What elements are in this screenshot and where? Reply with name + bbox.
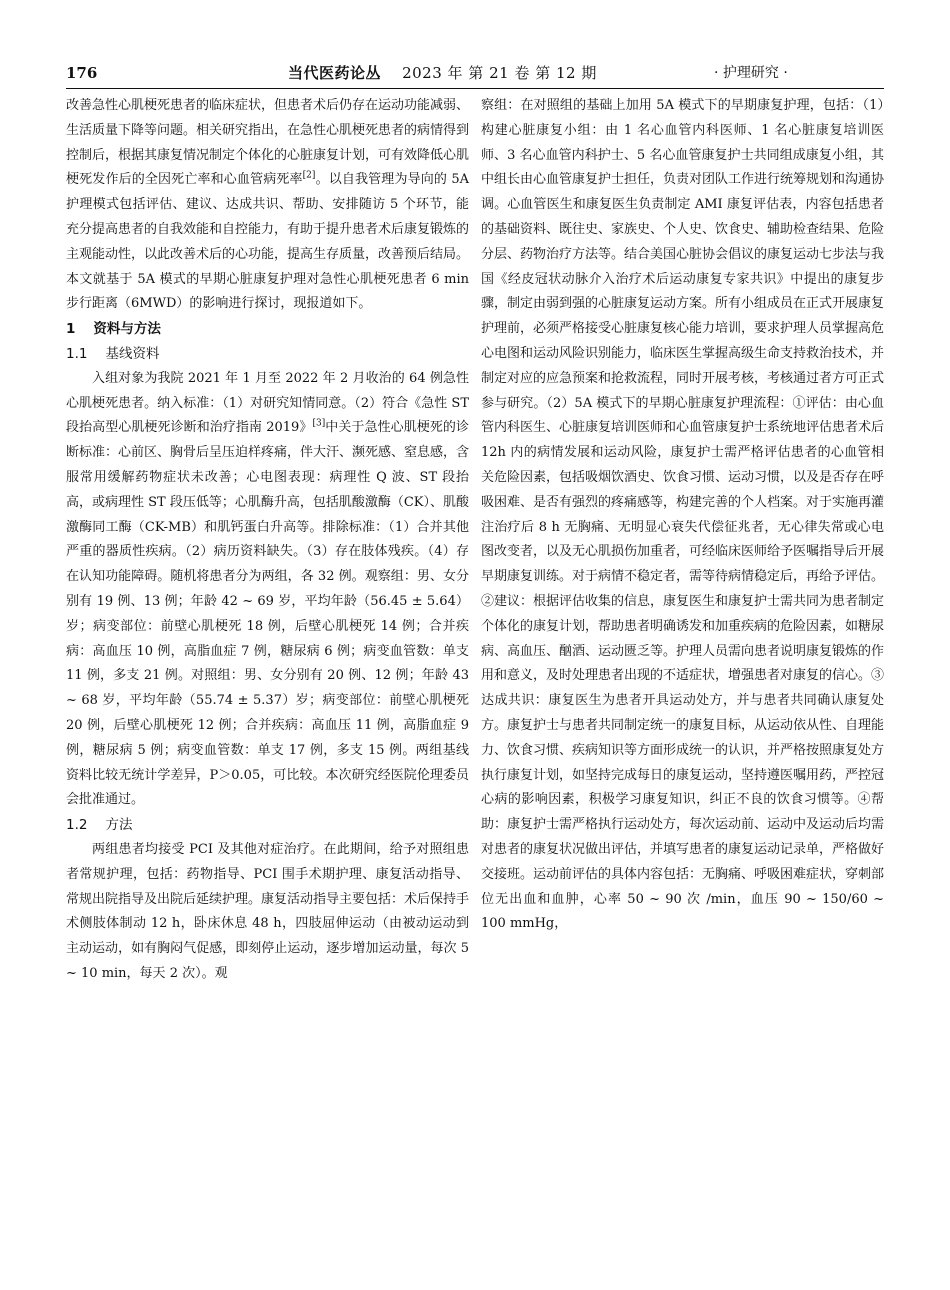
reference-3: [3] [312, 419, 326, 430]
section-title: 资料与方法 [93, 321, 161, 338]
method-paragraph: 两组患者均接受 PCI 及其他对症治疗。在此期间，给予对照组患者常规护理，包括：药物指导、PCI 围手术期护理、康复活动指导、常规出院指导及出院后延续护理。康复活动指导主要包括：术后保持手术侧肢体制动 12 h，卧床休息 48 h，四肢屈伸运动（由被动运动到主动运动，如有胸闷气促感，即刻停止运动，逐步增加运动量，每次 5 ~ 10 min，每天 2 次）。观 [66, 841, 470, 981]
subsection-title: 方法 [105, 817, 133, 834]
baseline-paragraph [66, 367, 469, 813]
section-label: · 护理研究 · [714, 65, 788, 81]
reference-2: [2] [302, 171, 316, 182]
intro-text-end: 。以自我管理为导向的 5A 护理模式包括评估、建议、达成共识、帮助、安排随访 5 个环节，能充分提高患者的自我效能和自控能力，有助于提升患者术后康复锻炼的主观能动性，以此改善术后的心功能，提高生存质量，改善预后结局。本文就基于 5A 模式的早期心脏康复护理对急性心肌梗死患者 6 min 步行距离（6MWD）的影响进行探讨，现报道如下。 [66, 172, 470, 312]
subsection-number: 1.2 [66, 817, 88, 834]
baseline-text: 入组对象为我院 2021 年 1 月至 2022 年 2 月收治的 64 例急性心肌梗死患者。纳入标准：（1）对研究知情同意。（2）符合《急性 ST 段抬高型心肌梗死诊断和治疗指南 2019》 [66, 370, 469, 436]
running-header [66, 60, 884, 89]
section-number: 1 [66, 321, 76, 338]
left-column [66, 94, 469, 987]
subsection-heading-baseline [66, 342, 469, 367]
subsection-title: 基线资料 [105, 345, 160, 362]
subsection-heading-method [66, 813, 469, 838]
section-heading [66, 317, 469, 342]
baseline-text-cont: 中关于急性心肌梗死的诊断标准：心前区、胸骨后呈压迫样疼痛，伴大汗、濒死感、窒息感，含服常用缓解药物症状未改善；心电图表现：病理性 Q 波、ST 段抬高，或病理性 ST 段压低等；心肌酶升高，包括肌酸激酶（CK）、肌酸激酶同工酶（CK-MB）和肌钙蛋白升高等。排除标准：（1）合并其他严重的器质性疾病。（2）病历资料缺失。（3）存在肢体残疾。（4）存在认知功能障碍。随机将患者分为两组，各 32 例。观察组：男、女分别有 19 例、13 例；年龄 42 ~ 69 岁，平均年龄（56.45 ± 5.64）岁；病变部位：前壁心肌梗死 18 例，后壁心肌梗死 14 例；合并疾病：高血压 10 例，高脂血症 7 例，糖尿病 6 例；病变血管数：单支 11 例，多支 21 例。对照组：男、女分别有 20 例、12 例；年龄 43 ~ 68 岁，平均年龄（55.74 ± 5.37）岁；病变部位：前壁心肌梗死 20 例，后壁心肌梗死 12 例；合并疾病：高血压 11 例，高脂血症 9 例，糖尿病 5 例；病变血管数：单支 17 例，多支 15 例。两组基线资料比较无统计学差异，P＞0.05，可比较。本次研究经医院伦理委员会批准通过。 [66, 420, 470, 808]
intro-paragraph [66, 94, 469, 317]
page-number: 176 [66, 64, 98, 82]
intro-text: 改善急性心肌梗死患者的临床症状，但患者术后仍存在运动功能减弱、生活质量下降等问题。相关研究指出，在急性心肌梗死患者的病情得到控制后，根据其康复情况制定个体化的心脏康复计划，可有效降低心肌梗死发作后的全因死亡率和心血管病死率 [66, 98, 470, 188]
subsection-number: 1.1 [66, 345, 88, 362]
journal-info [288, 60, 597, 86]
journal-issue: 2023 年 第 21 卷 第 12 期 [402, 64, 597, 82]
right-column [481, 94, 884, 937]
journal-title: 当代医药论丛 [288, 64, 382, 82]
method-paragraph-cont: 察组：在对照组的基础上加用 5A 模式下的早期康复护理，包括：（1）构建心脏康复小组：由 1 名心血管内科医师、1 名心脏康复培训医师、3 名心血管内科护士、5 名心血管康复护士共同组成康复小组，其中组长由心血管康复护士担任，负责对团队工作进行统筹规划和沟通协调。心血管医生和康复医生负责制定 AMI 康复评估表，内容包括患者的基础资料、既往史、家族史、个人史、饮食史、辅助检查结果、危险分层、药物治疗方法等。结合美国心脏协会倡议的康复运动七步法与我国《经皮冠状动脉介入治疗术后运动康复专家共识》中提出的康复步骤，制定由弱到强的心脏康复运动方案。所有小组成员在正式开展康复护理前，必须严格接受心脏康复核心能力培训，要求护理人员掌握高危心电图和运动风险识别能力，临床医生掌握高级生命支持救治技术，并制定对应的应急预案和抢救流程，同时开展考核，考核通过者方可正式参与研究。（2）5A 模式下的早期心脏康复护理流程：①评估：由心血管内科医生、心脏康复培训医师和心血管康复护士系统地评估患者术后 12h 内的病情发展和运动风险，康复护士需严格评估患者的心血管相关危险因素，包括吸烟饮酒史、饮食习惯、运动习惯，以及是否存在呼吸困难、是否有强烈的疼痛感等，构建完善的个人档案。对于实施再灌注治疗后 8 h 无胸痛、无明显心衰失代偿征兆者，无心律失常或心电图改变者，以及无心肌损伤加重者，可经临床医师给予医嘱指导后开展早期康复训练。对于病情不稳定者，需等待病情稳定后，再给予评估。②建议：根据评估收集的信息，康复医生和康复护士需共同为患者制定个体化的康复计划，帮助患者明确诱发和加重疾病的危险因素，如糖尿病、高血压、酗酒、运动匮乏等。护理人员需向患者说明康复锻炼的作用和意义，及时处理患者出现的不适症状，增强患者对康复的信心。③达成共识：康复医生为患者开具运动处方，并与患者共同确认康复处方。康复护士与患者共同制定统一的康复目标，从运动依从性、自理能力、饮食习惯、疾病知识等方面形成统一的认识，并严格按照康复处方执行康复计划，如坚持完成每日的康复运动，坚持遵医嘱用药，严控冠心病的影响因素，积极学习康复知识，纠正不良的饮食习惯等。④帮助：康复护士需严格执行运动处方，每次运动前、运动中及运动后均需对患者的康复状况做出评估，并填写患者的康复运动记录单，严格做好交接班。运动前评估的具体内容包括：无胸痛、呼吸困难症状，穿刺部位无出血和血肿，心率 50 ~ 90 次 /min，血压 90 ~ 150/60 ~ 100 mmHg， [481, 98, 885, 932]
